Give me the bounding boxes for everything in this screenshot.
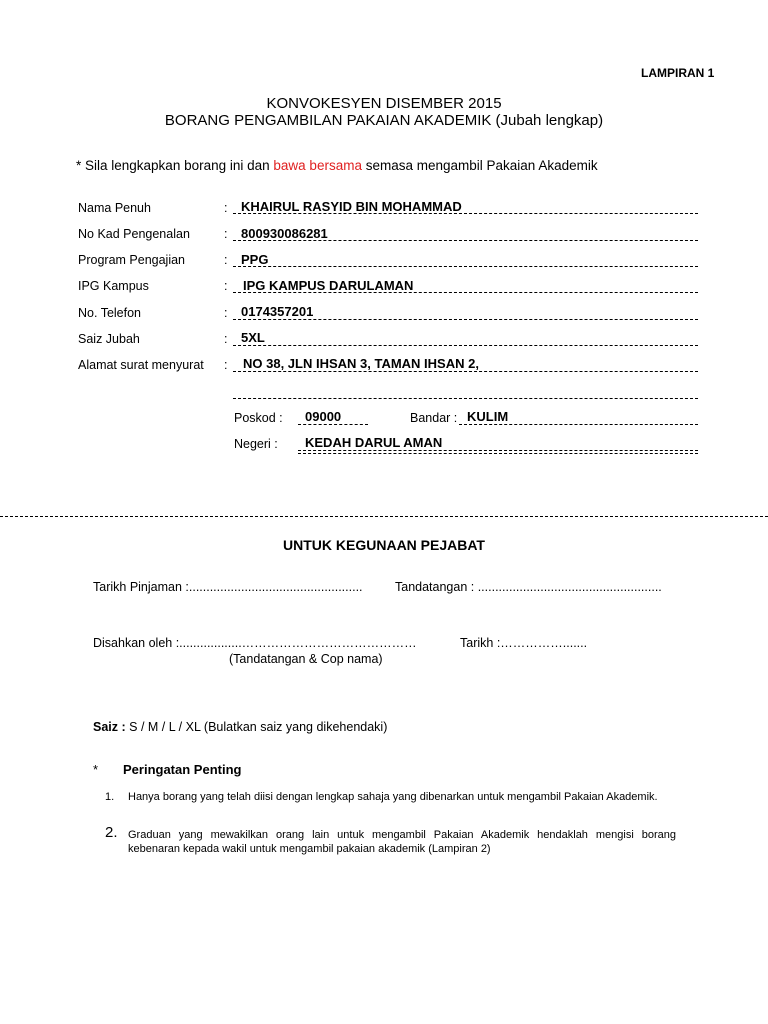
fill-line (233, 398, 698, 399)
colon: : (224, 279, 228, 293)
colon: : (224, 358, 228, 372)
fill-line (233, 266, 698, 267)
office-use-title: UNTUK KEGUNAAN PEJABAT (283, 537, 485, 553)
signature-field: Tandatangan : ..................................................... (395, 580, 662, 594)
value-robe-size[interactable]: 5XL (241, 330, 265, 345)
verified-by-field: Disahkan oleh :..................…………………………………… (93, 636, 417, 650)
label-programme: Program Pengajian (78, 253, 186, 267)
instruction-text (76, 158, 598, 173)
value-ic-number[interactable]: 800930086281 (241, 226, 328, 241)
fill-line (233, 213, 698, 214)
instruction-suffix: semasa mengambil Pakaian Akademik (361, 158, 598, 173)
label-address: Alamat surat menyurat (78, 358, 204, 372)
colon: : (224, 253, 228, 267)
note-number: 2. (105, 824, 118, 841)
label-campus: IPG Kampus (78, 279, 149, 293)
value-full-name[interactable]: KHAIRUL RASYID BIN MOHAMMAD (241, 199, 462, 214)
note-number: 1. (105, 791, 115, 803)
loan-date-field: Tarikh Pinjaman :.................................................. (93, 580, 363, 594)
label-state: Negeri : (234, 437, 278, 451)
label-phone: No. Telefon (78, 306, 142, 320)
colon: : (224, 332, 228, 346)
label-full-name: Nama Penuh (78, 201, 151, 215)
fill-line (233, 319, 698, 320)
size-options: S / M / L / XL (Bulatkan saiz yang dikehendaki) (125, 720, 388, 734)
label-robe-size: Saiz Jubah (78, 332, 140, 346)
note-text: Graduan yang mewakilkan orang lain untuk mengambil Pakaian Akademik hendaklah mengisi borang kebenaran kepada wakil untuk mengambil pakaian akademik (Lampiran 2) (128, 829, 676, 855)
form-title-line2: BORANG PENGAMBILAN PAKAIAN AKADEMIK (Jubah lengkap) (164, 112, 604, 129)
value-campus[interactable]: IPG KAMPUS DARULAMAN (243, 278, 414, 293)
value-address[interactable]: NO 38, JLN IHSAN 3, TAMAN IHSAN 2, (243, 356, 479, 371)
value-state[interactable]: KEDAH DARUL AMAN (305, 435, 443, 450)
label-postcode: Poskod : (234, 411, 283, 425)
notes-heading: Peringatan Penting (123, 762, 242, 777)
fill-line (298, 453, 698, 454)
value-postcode[interactable]: 09000 (305, 409, 342, 424)
label-city: Bandar : (410, 411, 458, 425)
fill-line (298, 424, 368, 425)
fill-line (459, 424, 698, 425)
form-title-line1: KONVOKESYEN DISEMBER 2015 (266, 95, 502, 112)
cut-line (0, 516, 768, 517)
attachment-label: LAMPIRAN 1 (641, 66, 715, 80)
colon: : (224, 306, 228, 320)
instruction-highlight: bawa bersama (273, 158, 362, 173)
size-selection (93, 720, 387, 734)
note-star: * (93, 762, 99, 777)
size-label: Saiz : (93, 720, 126, 734)
colon: : (224, 201, 228, 215)
fill-line (233, 371, 698, 372)
value-city[interactable]: KULIM (467, 409, 509, 424)
signature-stamp-note: (Tandatangan & Cop nama) (229, 652, 383, 666)
fill-line (233, 345, 698, 346)
label-ic-number: No Kad Pengenalan (78, 227, 190, 241)
value-phone[interactable]: 0174357201 (241, 304, 314, 319)
date-field: Tarikh :……………....... (460, 636, 588, 650)
note-text: Hanya borang yang telah diisi dengan lengkap sahaja yang dibenarkan untuk mengambil Pakaian Akademik. (128, 791, 658, 803)
instruction-prefix: * Sila lengkapkan borang ini dan (76, 158, 274, 173)
fill-line (233, 240, 698, 241)
value-programme[interactable]: PPG (241, 252, 269, 267)
colon: : (224, 227, 228, 241)
fill-line (233, 292, 698, 293)
fill-line (298, 450, 698, 451)
